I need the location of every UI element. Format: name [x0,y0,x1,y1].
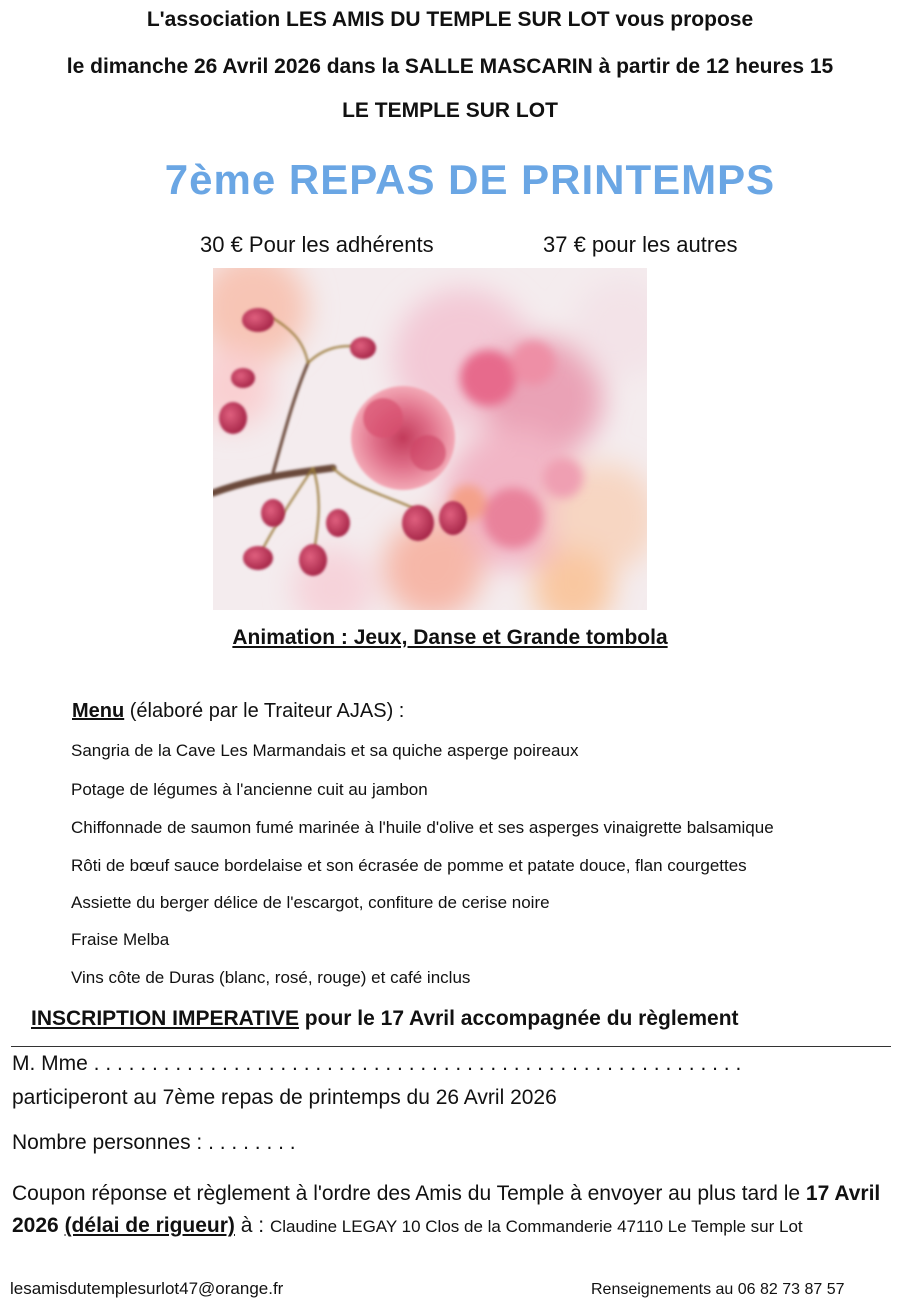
menu-item: Chiffonnade de saumon fumé marinée à l'huile d'olive et ses asperges vinaigrette balsamique [71,818,774,837]
menu-item: Fraise Melba [71,930,170,949]
price-others: 37 € pour les autres [543,232,738,257]
header-line-association: L'association LES AMIS DU TEMPLE SUR LOT vous propose [146,8,754,31]
menu-label: Menu [72,700,125,722]
header-line-date-venue: le dimanche 26 Avril 2026 dans la SALLE MASCARIN à partir de 12 heures 15 [66,55,834,78]
animation-line: Animation : Jeux, Danse et Grande tombola [232,626,668,649]
participation-line: participeront au 7ème repas de printemps du 26 Avril 2026 [12,1086,557,1109]
menu-item: Sangria de la Cave Les Marmandais et sa quiche asperge poireaux [71,741,579,760]
inscription-rest: pour le 17 Avril accompagnée du règlement [298,1007,739,1030]
coupon-deadline: 17 Avril 2026 [12,1182,881,1237]
inscription-strong: INSCRIPTION IMPERATIVE [31,1007,299,1030]
coupon-delai: (délai de rigueur) [64,1214,235,1237]
menu-subtitle: (élaboré par le Traiteur AJAS) : [124,700,405,722]
contact-email: lesamisdutemplesurlot47@orange.fr [10,1279,284,1298]
cherry-blossom-photo [213,268,647,610]
coupon-text: Coupon réponse et règlement à l'ordre des Amis du Temple à envoyer au plus tard le [12,1182,806,1205]
menu-heading [72,700,404,723]
coupon-a: à : [234,1214,270,1237]
price-members: 30 € Pour les adhérents [200,232,434,257]
menu-item: Rôti de bœuf sauce bordelaise et son écrasée de pomme et patate douce, flan courgettes [71,856,747,875]
header-line-town: LE TEMPLE SUR LOT [342,99,558,122]
contact-phone: Renseignements au 06 82 73 87 57 [591,1281,845,1298]
menu-item: Assiette du berger délice de l'escargot, confiture de cerise noire [71,893,550,912]
name-field-line: M. Mme . . . . . . . . . . . . . . . . . . . . . . . . . . . . . . . . . . . . . . . . . . . . . . . . . . . . . . . . [12,1052,742,1075]
event-title: 7ème REPAS DE PRINTEMPS [164,156,776,203]
number-of-people-line: Nombre personnes : . . . . . . . . [12,1131,296,1154]
menu-item: Potage de légumes à l'ancienne cuit au jambon [71,780,428,799]
inscription-notice [31,1007,739,1031]
coupon-address: Claudine LEGAY 10 Clos de la Commanderie 47110 Le Temple sur Lot [269,1217,803,1236]
divider [11,1046,891,1047]
menu-item: Vins côte de Duras (blanc, rosé, rouge) et café inclus [71,968,471,987]
coupon-instructions [12,1178,892,1243]
